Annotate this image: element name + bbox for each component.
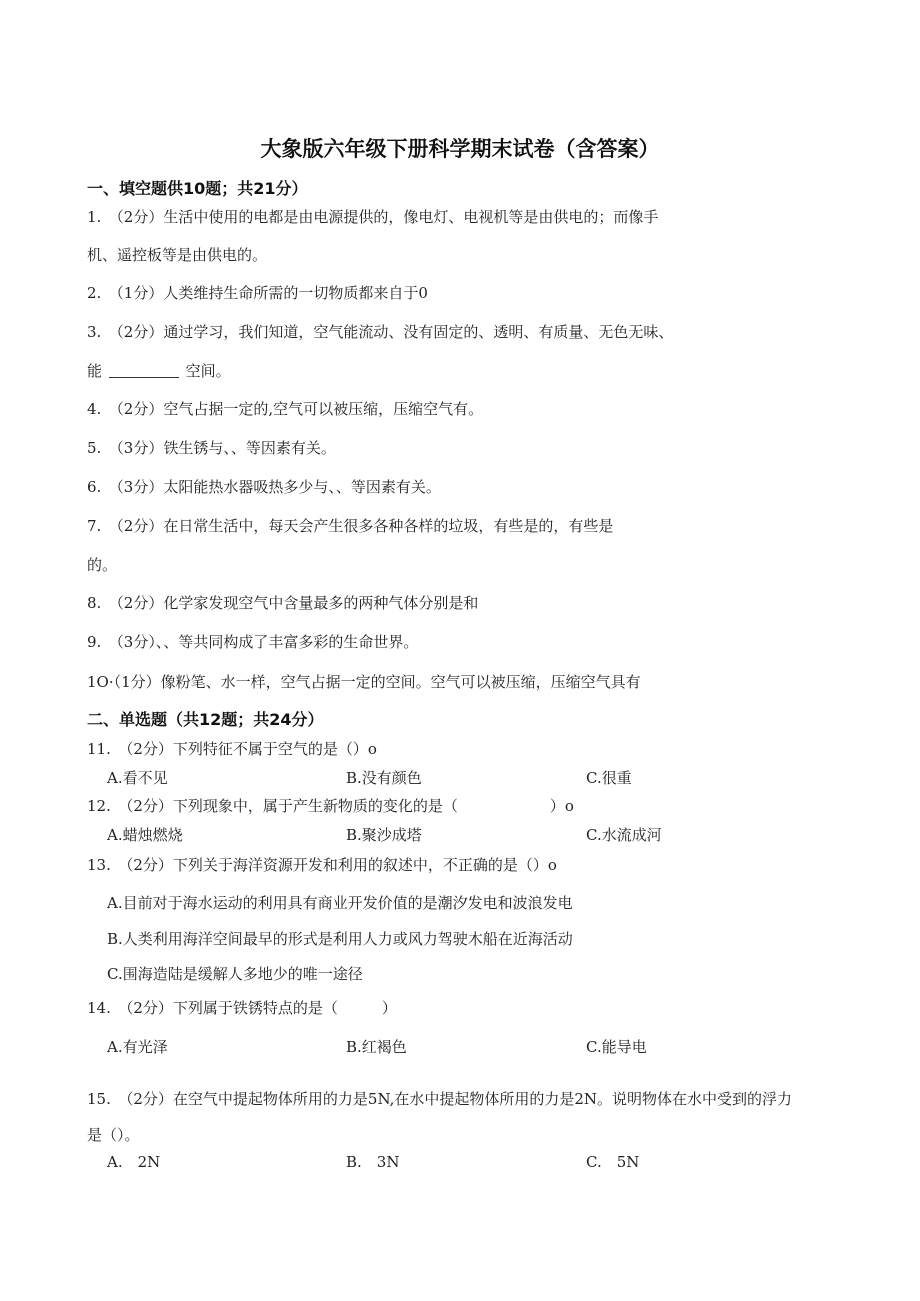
question-12 [87, 796, 574, 816]
section-single-choice: 二、单选题（共12题；共24分） [87, 710, 324, 729]
q15-option-c[interactable]: C. 5N [586, 1153, 640, 1171]
q14-option-a[interactable]: A.有光泽 [107, 1038, 168, 1056]
q12-option-c[interactable]: C.水流成河 [586, 826, 662, 844]
page-title: 大象版六年级下册科学期末试卷（含答案） [260, 137, 660, 161]
question-7-line-1: 7. （2分）在日常生活中，每天会产生很多各种各样的垃圾，有些是的，有些是 [87, 517, 614, 535]
q12-option-b[interactable]: B.聚沙成塔 [346, 826, 422, 844]
question-12-suffix: ）o [549, 797, 574, 815]
q15-option-b[interactable]: B. 3N [346, 1153, 400, 1171]
question-6: 6. （3分）太阳能热水器吸热多少与、、等因素有关。 [87, 478, 441, 496]
q15-option-a[interactable]: A. 2N [107, 1153, 161, 1171]
q11-option-c[interactable]: C.很重 [586, 769, 632, 787]
question-10: 1O·（1分）像粉笔、水一样，空气占据一定的空间。空气可以被压缩，压缩空气具有 [87, 673, 641, 691]
q13-option-b[interactable]: B.人类利用海洋空间最早的形式是利用人力或风力驾驶木船在近海活动 [107, 930, 573, 948]
question-4: 4. （2分）空气占据一定的,空气可以被压缩，压缩空气有。 [87, 400, 484, 418]
answer-blank[interactable] [109, 363, 179, 378]
question-14-suffix: ） [381, 999, 397, 1017]
question-15-line-2: 是（）。 [87, 1126, 140, 1144]
q13-option-c[interactable]: C.围海造陆是缓解人多地少的唯一途径 [107, 965, 363, 983]
question-15-line-1: 15. （2分）在空气中提起物体所用的力是5N,在水中提起物体所用的力是2N。说明物体在水中受到的浮力 [87, 1090, 793, 1108]
q14-option-c[interactable]: C.能导电 [586, 1038, 647, 1056]
question-3-suffix: 空间。 [185, 362, 231, 380]
question-1-line-1: 1. （2分）生活中使用的电都是由电源提供的，像电灯、电视机等是由供电的；而像手 [87, 208, 659, 226]
question-5: 5. （3分）铁生锈与、、等因素有关。 [87, 439, 336, 457]
question-3-prefix: 能 [87, 362, 103, 380]
q12-option-a[interactable]: A.蜡烛燃烧 [107, 826, 183, 844]
question-8: 8. （2分）化学家发现空气中含量最多的两种气体分别是和 [87, 594, 479, 612]
question-9: 9. （3分）、、等共同构成了丰富多彩的生命世界。 [87, 633, 419, 651]
question-7-line-2: 的。 [87, 556, 118, 574]
q11-option-b[interactable]: B.没有颜色 [346, 769, 422, 787]
q14-option-b[interactable]: B.红褐色 [346, 1038, 407, 1056]
question-12-text: 12. （2分）下列现象中，属于产生新物质的变化的是（ [87, 797, 458, 815]
question-11: 11. （2分）下列特征不属于空气的是（）o [87, 740, 377, 758]
question-2: 2. （1分）人类维持生命所需的一切物质都来自于0 [87, 284, 428, 302]
question-1-line-2: 机、遥控板等是由供电的。 [87, 246, 268, 264]
question-14 [87, 998, 397, 1018]
question-13: 13. （2分）下列关于海洋资源开发和利用的叙述中，不正确的是（）o [87, 856, 557, 874]
question-3-line-2 [87, 361, 231, 381]
q13-option-a[interactable]: A.目前对于海水运动的利用具有商业开发价值的是潮汐发电和波浪发电 [107, 894, 573, 912]
question-14-text: 14. （2分）下列属于铁锈特点的是（ [87, 999, 338, 1017]
question-3-line-1: 3. （2分）通过学习，我们知道，空气能流动、没有固定的、透明、有质量、无色无味、 [87, 323, 674, 341]
q11-option-a[interactable]: A.看不见 [107, 769, 168, 787]
section-fill-in: 一、填空题供10题；共21分） [87, 179, 308, 198]
